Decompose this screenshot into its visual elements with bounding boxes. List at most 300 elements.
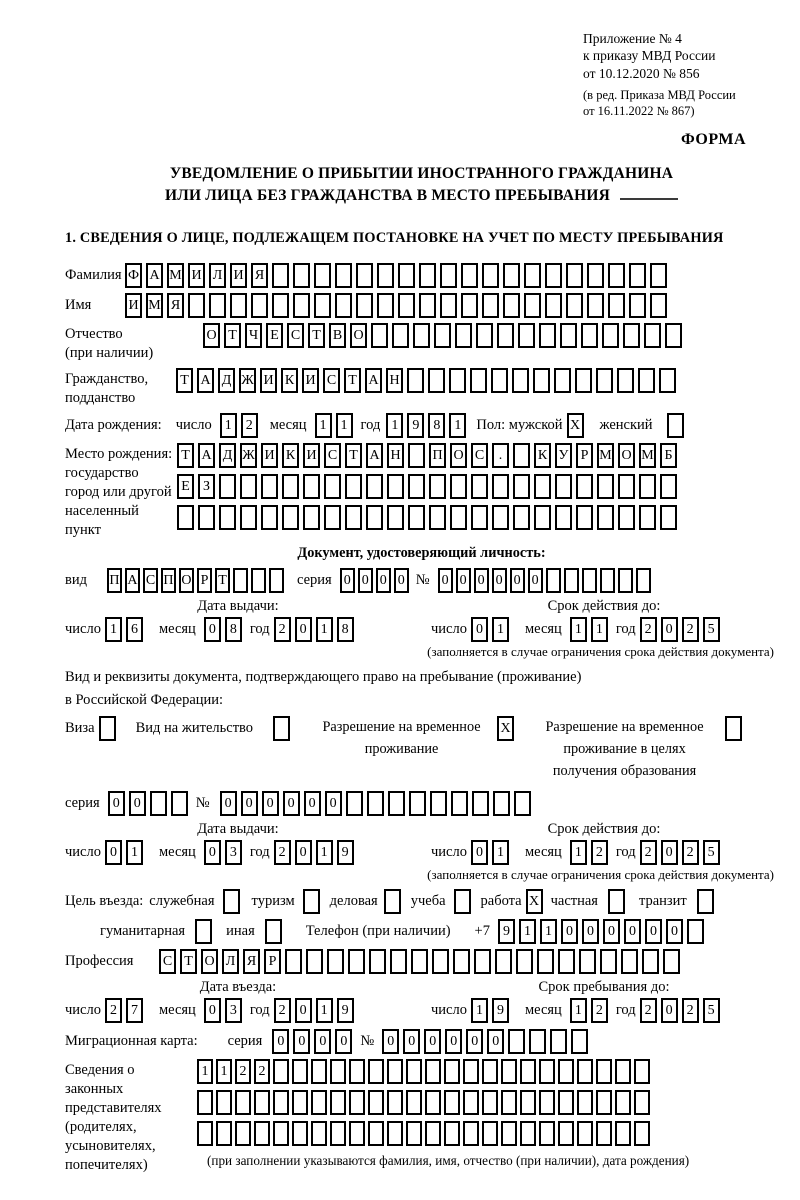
char-cell[interactable] — [554, 368, 571, 393]
char-cell[interactable]: 2 — [682, 998, 699, 1023]
char-cell[interactable] — [582, 568, 597, 593]
char-cell[interactable] — [311, 1059, 327, 1084]
char-cell[interactable] — [449, 368, 466, 393]
char-cell[interactable]: 0 — [204, 840, 221, 865]
char-cell[interactable]: 0 — [471, 617, 488, 642]
char-cell[interactable]: 0 — [220, 791, 237, 816]
char-cell[interactable] — [471, 474, 488, 499]
char-cell[interactable]: 1 — [449, 413, 466, 438]
char-cell[interactable] — [513, 505, 530, 530]
char-cell[interactable] — [434, 323, 451, 348]
char-cell[interactable] — [254, 1090, 270, 1115]
char-cell[interactable] — [463, 1090, 479, 1115]
char-cell[interactable]: 1 — [471, 998, 488, 1023]
char-cell[interactable]: 1 — [126, 840, 143, 865]
char-cell[interactable]: 0 — [645, 919, 662, 944]
char-cell[interactable] — [545, 263, 562, 288]
char-cell[interactable] — [600, 568, 615, 593]
char-cell[interactable]: 8 — [225, 617, 242, 642]
char-cell[interactable]: 0 — [403, 1029, 420, 1054]
char-cell[interactable]: 0 — [376, 568, 391, 593]
char-cell[interactable] — [634, 1059, 650, 1084]
char-cell[interactable] — [451, 791, 468, 816]
char-cell[interactable] — [216, 1121, 232, 1146]
char-cell[interactable] — [608, 263, 625, 288]
char-cell[interactable]: Д — [218, 368, 235, 393]
char-cell[interactable] — [293, 263, 310, 288]
char-cell[interactable]: 0 — [487, 1029, 504, 1054]
char-cell[interactable]: Е — [177, 474, 194, 499]
char-cell[interactable]: О — [350, 323, 367, 348]
char-cell[interactable]: 0 — [424, 1029, 441, 1054]
char-cell[interactable] — [177, 505, 194, 530]
char-cell[interactable]: 0 — [661, 617, 678, 642]
char-cell[interactable]: 2 — [274, 617, 291, 642]
char-cell[interactable]: . — [492, 443, 509, 468]
char-cell[interactable] — [660, 474, 677, 499]
char-cell[interactable]: 0 — [582, 919, 599, 944]
char-cell[interactable]: 0 — [105, 840, 122, 865]
char-cell[interactable]: 1 — [220, 413, 237, 438]
char-cell[interactable]: Ж — [240, 443, 257, 468]
char-cell[interactable]: 0 — [314, 1029, 331, 1054]
char-cell[interactable] — [608, 293, 625, 318]
purpose-study-checkbox[interactable] — [454, 889, 471, 914]
sex-male-checkbox[interactable]: X — [567, 413, 584, 438]
char-cell[interactable]: 2 — [591, 998, 608, 1023]
char-cell[interactable]: С — [323, 368, 340, 393]
char-cell[interactable] — [617, 368, 634, 393]
char-cell[interactable] — [558, 1059, 574, 1084]
char-cell[interactable] — [254, 1121, 270, 1146]
char-cell[interactable]: И — [261, 443, 278, 468]
char-cell[interactable] — [406, 1090, 422, 1115]
char-cell[interactable] — [324, 505, 341, 530]
char-cell[interactable] — [230, 293, 247, 318]
char-cell[interactable] — [292, 1059, 308, 1084]
char-cell[interactable]: 0 — [561, 919, 578, 944]
char-cell[interactable]: 0 — [272, 1029, 289, 1054]
char-cell[interactable]: 2 — [235, 1059, 251, 1084]
char-cell[interactable] — [555, 505, 572, 530]
char-cell[interactable] — [406, 1059, 422, 1084]
char-cell[interactable] — [272, 293, 289, 318]
char-cell[interactable]: А — [125, 568, 140, 593]
char-cell[interactable]: М — [146, 293, 163, 318]
char-cell[interactable] — [577, 1090, 593, 1115]
char-cell[interactable] — [576, 505, 593, 530]
char-cell[interactable]: З — [198, 474, 215, 499]
char-cell[interactable]: И — [302, 368, 319, 393]
char-cell[interactable]: К — [281, 368, 298, 393]
sex-female-checkbox[interactable] — [667, 413, 684, 438]
char-cell[interactable] — [602, 323, 619, 348]
char-cell[interactable] — [387, 1059, 403, 1084]
char-cell[interactable] — [240, 474, 257, 499]
char-cell[interactable] — [476, 323, 493, 348]
char-cell[interactable]: Т — [180, 949, 197, 974]
char-cell[interactable] — [650, 293, 667, 318]
char-cell[interactable] — [387, 1121, 403, 1146]
char-cell[interactable]: О — [201, 949, 218, 974]
char-cell[interactable] — [219, 505, 236, 530]
char-cell[interactable]: 0 — [474, 568, 489, 593]
char-cell[interactable] — [419, 263, 436, 288]
char-cell[interactable]: 5 — [703, 840, 720, 865]
char-cell[interactable]: 9 — [407, 413, 424, 438]
purpose-private-checkbox[interactable] — [608, 889, 625, 914]
char-cell[interactable]: 8 — [428, 413, 445, 438]
char-cell[interactable]: 0 — [471, 840, 488, 865]
char-cell[interactable] — [444, 1090, 460, 1115]
char-cell[interactable] — [660, 505, 677, 530]
char-cell[interactable]: Л — [222, 949, 239, 974]
char-cell[interactable]: 0 — [661, 998, 678, 1023]
char-cell[interactable]: 3 — [225, 998, 242, 1023]
char-cell[interactable] — [639, 505, 656, 530]
char-cell[interactable] — [503, 263, 520, 288]
char-cell[interactable]: К — [534, 443, 551, 468]
char-cell[interactable] — [388, 791, 405, 816]
char-cell[interactable] — [650, 263, 667, 288]
char-cell[interactable]: Я — [167, 293, 184, 318]
char-cell[interactable] — [356, 293, 373, 318]
char-cell[interactable] — [665, 323, 682, 348]
char-cell[interactable]: Т — [224, 323, 241, 348]
char-cell[interactable] — [348, 949, 365, 974]
char-cell[interactable] — [461, 293, 478, 318]
purpose-business-checkbox[interactable] — [384, 889, 401, 914]
char-cell[interactable] — [369, 949, 386, 974]
char-cell[interactable] — [558, 1121, 574, 1146]
char-cell[interactable]: 1 — [197, 1059, 213, 1084]
char-cell[interactable]: Я — [243, 949, 260, 974]
char-cell[interactable]: 1 — [591, 617, 608, 642]
char-cell[interactable] — [209, 293, 226, 318]
char-cell[interactable]: 0 — [335, 1029, 352, 1054]
char-cell[interactable] — [615, 1059, 631, 1084]
char-cell[interactable]: 0 — [445, 1029, 462, 1054]
char-cell[interactable]: 0 — [295, 617, 312, 642]
char-cell[interactable] — [576, 474, 593, 499]
char-cell[interactable]: 9 — [337, 840, 354, 865]
char-cell[interactable]: 2 — [254, 1059, 270, 1084]
char-cell[interactable] — [491, 368, 508, 393]
char-cell[interactable] — [514, 791, 531, 816]
char-cell[interactable] — [577, 1059, 593, 1084]
char-cell[interactable]: 0 — [394, 568, 409, 593]
char-cell[interactable]: С — [471, 443, 488, 468]
char-cell[interactable]: 2 — [591, 840, 608, 865]
char-cell[interactable] — [444, 1121, 460, 1146]
char-cell[interactable]: И — [188, 263, 205, 288]
char-cell[interactable]: Т — [344, 368, 361, 393]
char-cell[interactable] — [539, 1059, 555, 1084]
char-cell[interactable] — [345, 505, 362, 530]
char-cell[interactable] — [471, 505, 488, 530]
char-cell[interactable] — [558, 1090, 574, 1115]
char-cell[interactable] — [520, 1121, 536, 1146]
char-cell[interactable]: А — [366, 443, 383, 468]
char-cell[interactable]: 0 — [456, 568, 471, 593]
char-cell[interactable] — [600, 949, 617, 974]
char-cell[interactable]: М — [167, 263, 184, 288]
char-cell[interactable] — [251, 568, 266, 593]
char-cell[interactable] — [387, 1090, 403, 1115]
char-cell[interactable] — [406, 1121, 422, 1146]
char-cell[interactable] — [324, 474, 341, 499]
char-cell[interactable]: П — [161, 568, 176, 593]
char-cell[interactable] — [413, 323, 430, 348]
char-cell[interactable]: О — [179, 568, 194, 593]
char-cell[interactable]: 2 — [241, 413, 258, 438]
char-cell[interactable] — [233, 568, 248, 593]
char-cell[interactable] — [398, 293, 415, 318]
char-cell[interactable] — [629, 293, 646, 318]
char-cell[interactable] — [546, 568, 561, 593]
char-cell[interactable]: 1 — [316, 617, 333, 642]
char-cell[interactable] — [371, 323, 388, 348]
char-cell[interactable]: О — [203, 323, 220, 348]
char-cell[interactable] — [330, 1090, 346, 1115]
char-cell[interactable]: 2 — [105, 998, 122, 1023]
char-cell[interactable] — [390, 949, 407, 974]
char-cell[interactable] — [512, 368, 529, 393]
char-cell[interactable] — [345, 474, 362, 499]
char-cell[interactable] — [408, 505, 425, 530]
char-cell[interactable] — [518, 323, 535, 348]
char-cell[interactable] — [261, 474, 278, 499]
char-cell[interactable]: Б — [660, 443, 677, 468]
char-cell[interactable]: 2 — [640, 840, 657, 865]
char-cell[interactable]: 0 — [466, 1029, 483, 1054]
char-cell[interactable] — [387, 505, 404, 530]
char-cell[interactable]: 1 — [216, 1059, 232, 1084]
char-cell[interactable]: 2 — [682, 617, 699, 642]
char-cell[interactable] — [411, 949, 428, 974]
char-cell[interactable]: 1 — [570, 998, 587, 1023]
char-cell[interactable] — [492, 505, 509, 530]
char-cell[interactable] — [596, 1059, 612, 1084]
char-cell[interactable] — [529, 1029, 546, 1054]
char-cell[interactable] — [349, 1059, 365, 1084]
char-cell[interactable]: 1 — [315, 413, 332, 438]
char-cell[interactable] — [346, 791, 363, 816]
char-cell[interactable]: И — [303, 443, 320, 468]
char-cell[interactable] — [618, 568, 633, 593]
char-cell[interactable]: 2 — [682, 840, 699, 865]
char-cell[interactable]: О — [450, 443, 467, 468]
char-cell[interactable] — [292, 1090, 308, 1115]
char-cell[interactable]: 2 — [274, 840, 291, 865]
char-cell[interactable] — [429, 474, 446, 499]
char-cell[interactable] — [303, 474, 320, 499]
char-cell[interactable] — [440, 263, 457, 288]
char-cell[interactable]: А — [146, 263, 163, 288]
char-cell[interactable]: М — [639, 443, 656, 468]
char-cell[interactable] — [368, 1121, 384, 1146]
char-cell[interactable] — [450, 505, 467, 530]
char-cell[interactable]: 0 — [295, 840, 312, 865]
char-cell[interactable] — [596, 368, 613, 393]
char-cell[interactable] — [597, 505, 614, 530]
char-cell[interactable] — [621, 949, 638, 974]
char-cell[interactable] — [303, 505, 320, 530]
char-cell[interactable]: 1 — [519, 919, 536, 944]
char-cell[interactable] — [330, 1059, 346, 1084]
char-cell[interactable] — [387, 474, 404, 499]
char-cell[interactable]: 1 — [316, 840, 333, 865]
char-cell[interactable]: П — [107, 568, 122, 593]
char-cell[interactable] — [623, 323, 640, 348]
char-cell[interactable] — [520, 1059, 536, 1084]
char-cell[interactable] — [659, 368, 676, 393]
char-cell[interactable]: 1 — [105, 617, 122, 642]
char-cell[interactable]: 9 — [492, 998, 509, 1023]
char-cell[interactable]: Д — [219, 443, 236, 468]
char-cell[interactable]: 0 — [262, 791, 279, 816]
char-cell[interactable]: 0 — [603, 919, 620, 944]
char-cell[interactable]: И — [260, 368, 277, 393]
char-cell[interactable]: 1 — [492, 840, 509, 865]
char-cell[interactable]: 0 — [666, 919, 683, 944]
char-cell[interactable]: С — [287, 323, 304, 348]
char-cell[interactable]: 0 — [295, 998, 312, 1023]
char-cell[interactable] — [558, 949, 575, 974]
char-cell[interactable]: К — [282, 443, 299, 468]
char-cell[interactable] — [306, 949, 323, 974]
purpose-other-checkbox[interactable] — [265, 919, 282, 944]
char-cell[interactable] — [463, 1121, 479, 1146]
char-cell[interactable] — [539, 1090, 555, 1115]
char-cell[interactable]: 3 — [225, 840, 242, 865]
char-cell[interactable]: У — [555, 443, 572, 468]
char-cell[interactable] — [539, 1121, 555, 1146]
char-cell[interactable]: 0 — [624, 919, 641, 944]
char-cell[interactable] — [537, 949, 554, 974]
purpose-work-checkbox[interactable]: X — [526, 889, 543, 914]
char-cell[interactable] — [425, 1121, 441, 1146]
char-cell[interactable] — [409, 791, 426, 816]
visa-checkbox[interactable] — [99, 716, 116, 741]
char-cell[interactable] — [534, 505, 551, 530]
char-cell[interactable]: 1 — [386, 413, 403, 438]
char-cell[interactable] — [269, 568, 284, 593]
char-cell[interactable] — [618, 474, 635, 499]
char-cell[interactable] — [235, 1121, 251, 1146]
char-cell[interactable] — [520, 1090, 536, 1115]
char-cell[interactable]: 0 — [204, 617, 221, 642]
char-cell[interactable]: 0 — [382, 1029, 399, 1054]
char-cell[interactable] — [429, 505, 446, 530]
char-cell[interactable] — [292, 1121, 308, 1146]
char-cell[interactable] — [366, 474, 383, 499]
char-cell[interactable] — [587, 263, 604, 288]
char-cell[interactable]: 0 — [108, 791, 125, 816]
char-cell[interactable] — [377, 293, 394, 318]
char-cell[interactable] — [596, 1121, 612, 1146]
char-cell[interactable] — [368, 1090, 384, 1115]
char-cell[interactable]: Ч — [245, 323, 262, 348]
char-cell[interactable] — [188, 293, 205, 318]
char-cell[interactable] — [596, 1090, 612, 1115]
char-cell[interactable] — [392, 323, 409, 348]
char-cell[interactable] — [587, 293, 604, 318]
char-cell[interactable] — [335, 293, 352, 318]
char-cell[interactable] — [171, 791, 188, 816]
char-cell[interactable] — [419, 293, 436, 318]
residence-permit-checkbox[interactable] — [273, 716, 290, 741]
char-cell[interactable] — [444, 1059, 460, 1084]
char-cell[interactable] — [571, 1029, 588, 1054]
char-cell[interactable] — [575, 368, 592, 393]
char-cell[interactable] — [524, 293, 541, 318]
char-cell[interactable]: Т — [215, 568, 230, 593]
char-cell[interactable] — [463, 1059, 479, 1084]
char-cell[interactable] — [503, 293, 520, 318]
char-cell[interactable] — [216, 1090, 232, 1115]
char-cell[interactable]: А — [197, 368, 214, 393]
char-cell[interactable] — [440, 293, 457, 318]
char-cell[interactable] — [482, 1090, 498, 1115]
char-cell[interactable] — [501, 1121, 517, 1146]
char-cell[interactable]: 7 — [126, 998, 143, 1023]
char-cell[interactable]: 0 — [438, 568, 453, 593]
char-cell[interactable] — [638, 368, 655, 393]
char-cell[interactable] — [492, 474, 509, 499]
char-cell[interactable]: А — [198, 443, 215, 468]
char-cell[interactable]: Л — [209, 263, 226, 288]
char-cell[interactable] — [197, 1121, 213, 1146]
char-cell[interactable] — [482, 263, 499, 288]
char-cell[interactable] — [687, 919, 704, 944]
char-cell[interactable] — [597, 474, 614, 499]
char-cell[interactable] — [240, 505, 257, 530]
char-cell[interactable] — [501, 1059, 517, 1084]
char-cell[interactable]: 0 — [528, 568, 543, 593]
char-cell[interactable] — [634, 1121, 650, 1146]
char-cell[interactable] — [579, 949, 596, 974]
char-cell[interactable] — [482, 1121, 498, 1146]
char-cell[interactable] — [314, 293, 331, 318]
char-cell[interactable] — [461, 263, 478, 288]
purpose-tourism-checkbox[interactable] — [303, 889, 320, 914]
char-cell[interactable] — [497, 323, 514, 348]
char-cell[interactable]: И — [125, 293, 142, 318]
char-cell[interactable] — [398, 263, 415, 288]
char-cell[interactable] — [335, 263, 352, 288]
char-cell[interactable] — [663, 949, 680, 974]
char-cell[interactable] — [495, 949, 512, 974]
char-cell[interactable] — [356, 263, 373, 288]
char-cell[interactable] — [472, 791, 489, 816]
char-cell[interactable]: 0 — [293, 1029, 310, 1054]
char-cell[interactable] — [273, 1059, 289, 1084]
char-cell[interactable] — [493, 791, 510, 816]
char-cell[interactable] — [516, 949, 533, 974]
char-cell[interactable] — [470, 368, 487, 393]
char-cell[interactable]: Н — [386, 368, 403, 393]
char-cell[interactable]: И — [230, 263, 247, 288]
char-cell[interactable] — [425, 1090, 441, 1115]
char-cell[interactable]: П — [429, 443, 446, 468]
char-cell[interactable]: Т — [177, 443, 194, 468]
char-cell[interactable]: 1 — [570, 617, 587, 642]
char-cell[interactable]: Т — [176, 368, 193, 393]
char-cell[interactable] — [377, 263, 394, 288]
char-cell[interactable] — [366, 505, 383, 530]
char-cell[interactable] — [349, 1090, 365, 1115]
